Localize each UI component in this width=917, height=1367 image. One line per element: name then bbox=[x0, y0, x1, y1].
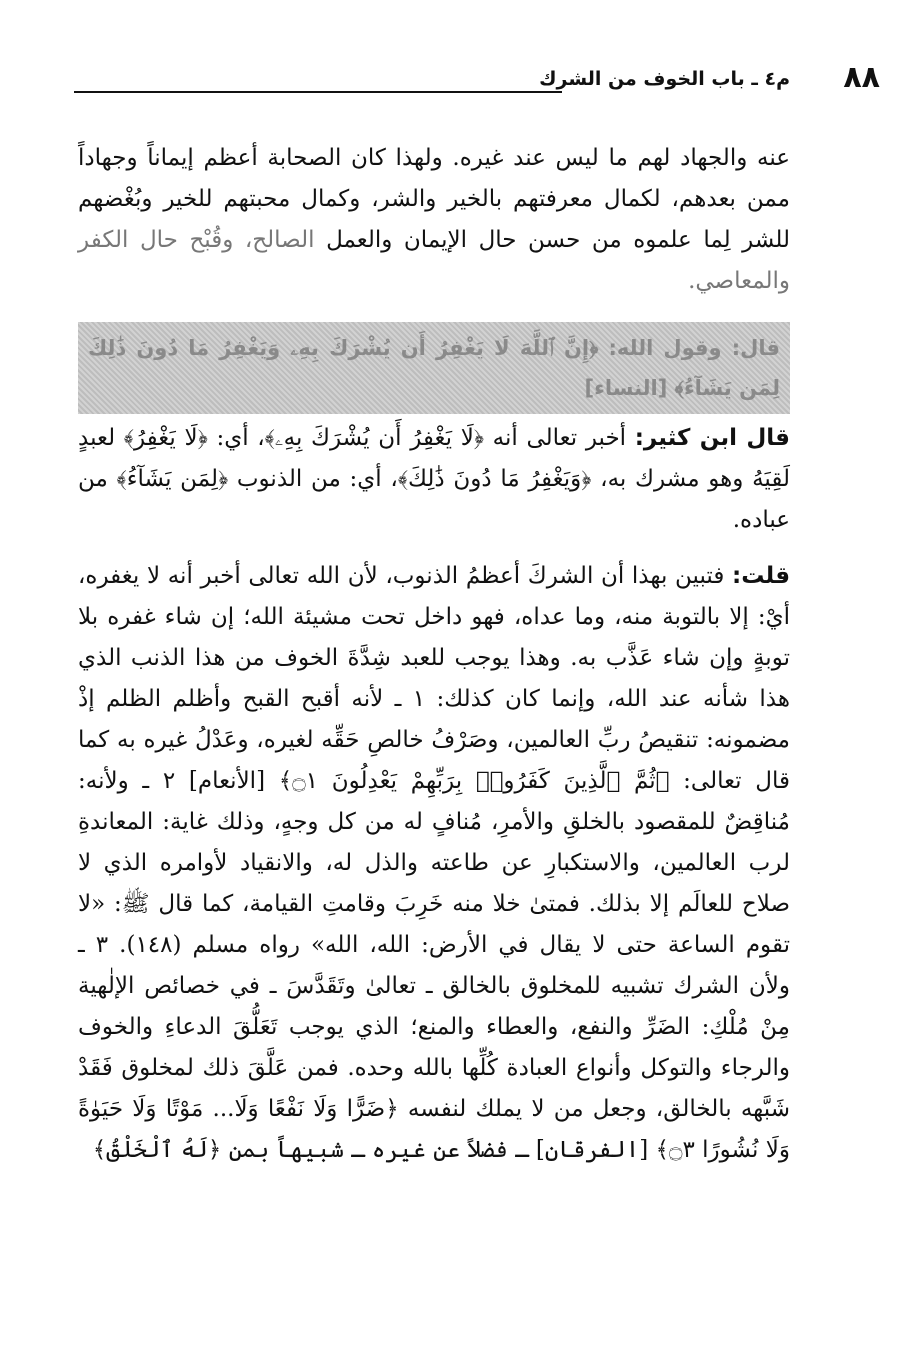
commentary-label: قلت: bbox=[732, 563, 791, 589]
paragraph-intro bbox=[78, 138, 790, 302]
paragraph-intro-text: عنه والجهاد لهم ما ليس عند غيره. ولهذا كان الصحابة أعظم إيماناً وجهاداً ممن بعدهم، لكمال معرفتهم بالخير والشر، وكمال محبتهم للخير وبُغْضهم للشر لِما علموه من حسن حال الإيمان والعمل bbox=[78, 145, 790, 253]
page-header bbox=[70, 60, 880, 100]
commentary-text: فتبين بهذا أن الشركَ أعظمُ الذنوب، لأن الله تعالى أخبر أنه لا يغفره، أيْ: إلا بالتوبة منه، وما عداه، فهو داخل تحت مشيئة الله؛ إن شاء غفره بلا توبةٍ وإن شاء عَذَّب به. وهذا يوجب للعبد شِدَّةَ الخوف من هذا الذنب الذي هذا شأنه عند الله، وإنما كان كذلك: ١ ـ لأنه أقبح القبح وأظلم الظلم إذْ مضمونه: تنقيصُ ربِّ العالمين، وصَرْفُ خالصِ حَقِّه لغيره، وعَدْلُ غيره به كما قال تعالى: ﴿ثُمَّ ٱلَّذِينَ كَفَرُوا۟ بِرَبِّهِمْ يَعْدِلُونَ ۝١﴾ [الأنعام] ٢ ـ ولأنه: مُناقِضٌ للمقصود بالخلقِ والأمرِ، مُنافٍ له من كل وجهٍ، وذلك غاية: المعاندةِ لرب العالمين، والاستكبارِ عن طاعته والذل له، والانقياد لأوامره الذي لا صلاح للعالَم إلا بذلك. فمتىٰ خلا منه خَرِبَ وقامتِ القيامة، كما قال ﷺ: «لا تقوم الساعة حتى لا يقال في الأرض: الله، الله» رواه مسلم (١٤٨). ٣ ـ ولأن الشرك تشبيه للمخلوق بالخالق ـ تعالىٰ وتَقَدَّسَ ـ في خصائص الإلٰهية مِنْ مُلْكِ: الضَرِّ والنفع، والعطاء والمنع؛ الذي يوجب تَعَلُّقَ الدعاءِ والخوف والرجاء والتوكل وأنواع العبادة كُلِّها بالله وحده. فمن عَلَّقَ ذلك لمخلوق فَقَدْ شَبَّهه بالخالق، وجعل من لا يملك لنفسه ﴿ضَرًّا وَلَا نَفْعًا وَلَا... مَوْتًا وَلَا حَيَوٰةً وَلَا نُشُورًا ۝٣﴾ [الفرقان] ـ فضلاً عن غيره ـ شبيهاً بمن ﴿لَهُ ٱلْخَلْقُ﴾ bbox=[78, 563, 790, 1163]
quote-text: قال: وقول الله: ﴿إِنَّ ٱللَّهَ لَا يَغْفِرُ أَن يُشْرَكَ بِهِۦ وَيَغْفِرُ مَا دُونَ ذَٰلِكَ لِمَن يَشَآءُ﴾ [النساء] bbox=[88, 336, 780, 400]
paragraph-intro-faded-text: الصالح، وقُبْح حال الكفر والمعاصي. bbox=[78, 227, 790, 294]
paragraph-ibn-kathir bbox=[78, 418, 790, 541]
chapter-title: م٤ ـ باب الخوف من الشرك bbox=[539, 68, 790, 90]
ibn-kathir-text: أخبر تعالى أنه ﴿لَا يَغْفِرُ أَن يُشْرَكَ بِهِۦ﴾، أي: ﴿لَا يَغْفِرُ﴾ لعبدٍ لَقِيَهُ وهو مشرك به، ﴿وَيَغْفِرُ مَا دُونَ ذَٰلِكَ﴾، أي: من الذنوب ﴿لِمَن يَشَآءُ﴾ من عباده. bbox=[78, 425, 790, 533]
highlighted-quote-box bbox=[78, 322, 790, 414]
page-number: ٨٨ bbox=[843, 60, 880, 95]
header-rule bbox=[74, 91, 562, 93]
paragraph-commentary bbox=[78, 556, 790, 1171]
ibn-kathir-label: قال ابن كثير: bbox=[634, 425, 790, 451]
